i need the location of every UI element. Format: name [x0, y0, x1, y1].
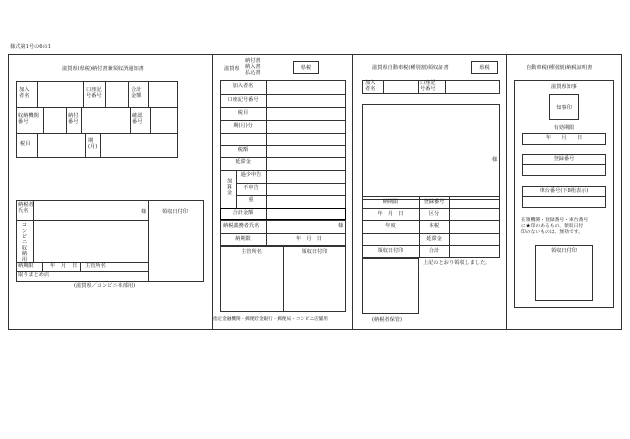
panel3-account-symbol-label: 口座記 号番号	[420, 80, 436, 92]
panel2-row-tax-amount: 税額	[237, 147, 249, 153]
panel1-receipt-stamp-label: 領収日付印	[162, 209, 188, 215]
panel2-kasan-label: 加算金	[225, 178, 232, 196]
panel1-total-amount-label: 合計 金額	[131, 87, 142, 99]
panel3-sama: 様	[492, 157, 498, 163]
panel1-taxpayer-name-label: 納税者 氏名	[18, 202, 34, 214]
panel3-receipt-stamp-label: 領収日付印	[377, 248, 404, 254]
panel4-valid-until-label: 有効期限	[553, 125, 575, 131]
panel3-kenzei-badge	[471, 61, 498, 74]
panel1-month: 月	[61, 263, 67, 269]
panel1-main-office-label: 主管所名	[85, 263, 106, 269]
panel2-kasan-nonreport: 不申告	[243, 185, 259, 191]
panel4-title: 自動車税(種別割)納税証明書	[526, 65, 593, 71]
panel2-kenzei-badge	[293, 61, 319, 74]
panel2-kasan-heavy: 重	[248, 197, 254, 203]
panel4-valid-until-ymd: 年 月 日	[545, 135, 583, 141]
panel4-reg-number-label: 登録番号	[553, 156, 575, 162]
panel-separator-1	[212, 54, 213, 330]
panel1-period-label: 期 (月)	[88, 138, 98, 150]
panel3-late-fee-label: 延滞金	[426, 236, 442, 242]
panel1-year: 年	[50, 263, 56, 269]
panel2-footer: 指定金融機関・郵便貯金銀行・郵便局・コンビニ店舗用	[213, 317, 328, 322]
panel1-day: 日	[72, 263, 78, 269]
panel2-main-office-label: 主管所名	[241, 249, 262, 255]
panel2-total-label: 合計金額	[232, 210, 254, 216]
panel3-footer: (納税者保管)	[372, 317, 402, 323]
panel2-row-account: 口座記号番号	[227, 97, 259, 103]
panel1-subscriber-name-label: 加入 者名	[19, 87, 30, 99]
panel1-convenience-label: コンビニ収納用	[20, 222, 27, 262]
panel3-category-label: 区分	[428, 211, 440, 217]
panel3-title: 滋賀県自動車税(種別割)領収証書	[372, 65, 449, 71]
panel3-address-box	[362, 104, 500, 200]
panel3-model-year-label: 年度	[385, 223, 396, 229]
panel4-notice: 在領機関・登録番号・車台番号 に★印のあるもの、領収日付 印のないものは、無効です。	[521, 218, 589, 236]
panel1-tax-item-label: 税目	[20, 141, 31, 147]
panel1-confirmation-number-label: 確認 番号	[132, 113, 143, 125]
panel3-total-label: 合計	[428, 248, 440, 254]
panel2-kasan-underreport: 過少申告	[240, 172, 262, 178]
panel1-account-symbol-label: 口座記 号番号	[86, 87, 102, 99]
panel3-ymd: 年 月 日	[377, 211, 404, 217]
panel3-subscriber-name-label: 加入 者名	[365, 80, 376, 92]
panel2-header-doc: 納付書 納入書 払込書	[245, 58, 261, 76]
panel2-deadline-ymd: 年 月 日	[296, 236, 322, 242]
panel2-kenzei-text: 県税	[300, 65, 312, 71]
panel2-row-late-fee: 延滞金	[235, 159, 251, 165]
panel-separator-3	[506, 54, 507, 330]
panel3-received-note: 上記のとおり領収しました。	[423, 260, 491, 266]
panel2-deadline-label: 納期限	[235, 236, 251, 242]
panel3-principal-label: 本税	[428, 223, 440, 229]
panel4-seal-text: 知事印	[556, 104, 572, 111]
panel4-receipt-stamp-label: 領収日付印	[551, 248, 577, 254]
panel3-reg-number-label: 登録番号	[423, 199, 445, 205]
panel1-title: 滋賀県(県税)納付書兼領収済通知書	[62, 66, 144, 72]
panel4-governor: 滋賀県知事	[551, 84, 577, 90]
panel2-sama: 様	[338, 223, 344, 229]
panel4-seal	[549, 94, 579, 120]
panel1-payment-deadline-label: 納期限	[18, 263, 34, 269]
panel2-header-pref: 滋賀県	[224, 66, 240, 72]
panel2-row-tax-item: 税目	[237, 110, 249, 116]
panel3-deadline-label: 納期限	[382, 199, 399, 205]
panel-separator-2	[352, 54, 353, 330]
form-number: 様式第1号の6の1	[10, 44, 52, 50]
panel2-receipt-stamp-label: 領収日付印	[301, 249, 328, 255]
panel1-sama: 様	[141, 209, 147, 215]
panel1-payment-number-label: 納付 番号	[68, 113, 79, 125]
panel2-row-subscriber: 加入者名	[232, 83, 254, 89]
panel1-handling-store-label: 取りまとめ店	[18, 272, 50, 278]
panel2-taxpayer-label: 納税義務者氏名	[223, 223, 260, 229]
panel4-chassis-label: 車台番号(下8桁表示)	[539, 188, 589, 194]
panel1-receiving-institution-label: 収納機関 番号	[18, 113, 39, 125]
panel1-footer: (滋賀県／コンビニ本部用)	[74, 283, 136, 289]
panel2-row-period: 期(月)分	[233, 123, 253, 129]
panel3-kenzei-text: 県税	[479, 65, 490, 71]
panel3-stamp-box	[362, 258, 419, 314]
